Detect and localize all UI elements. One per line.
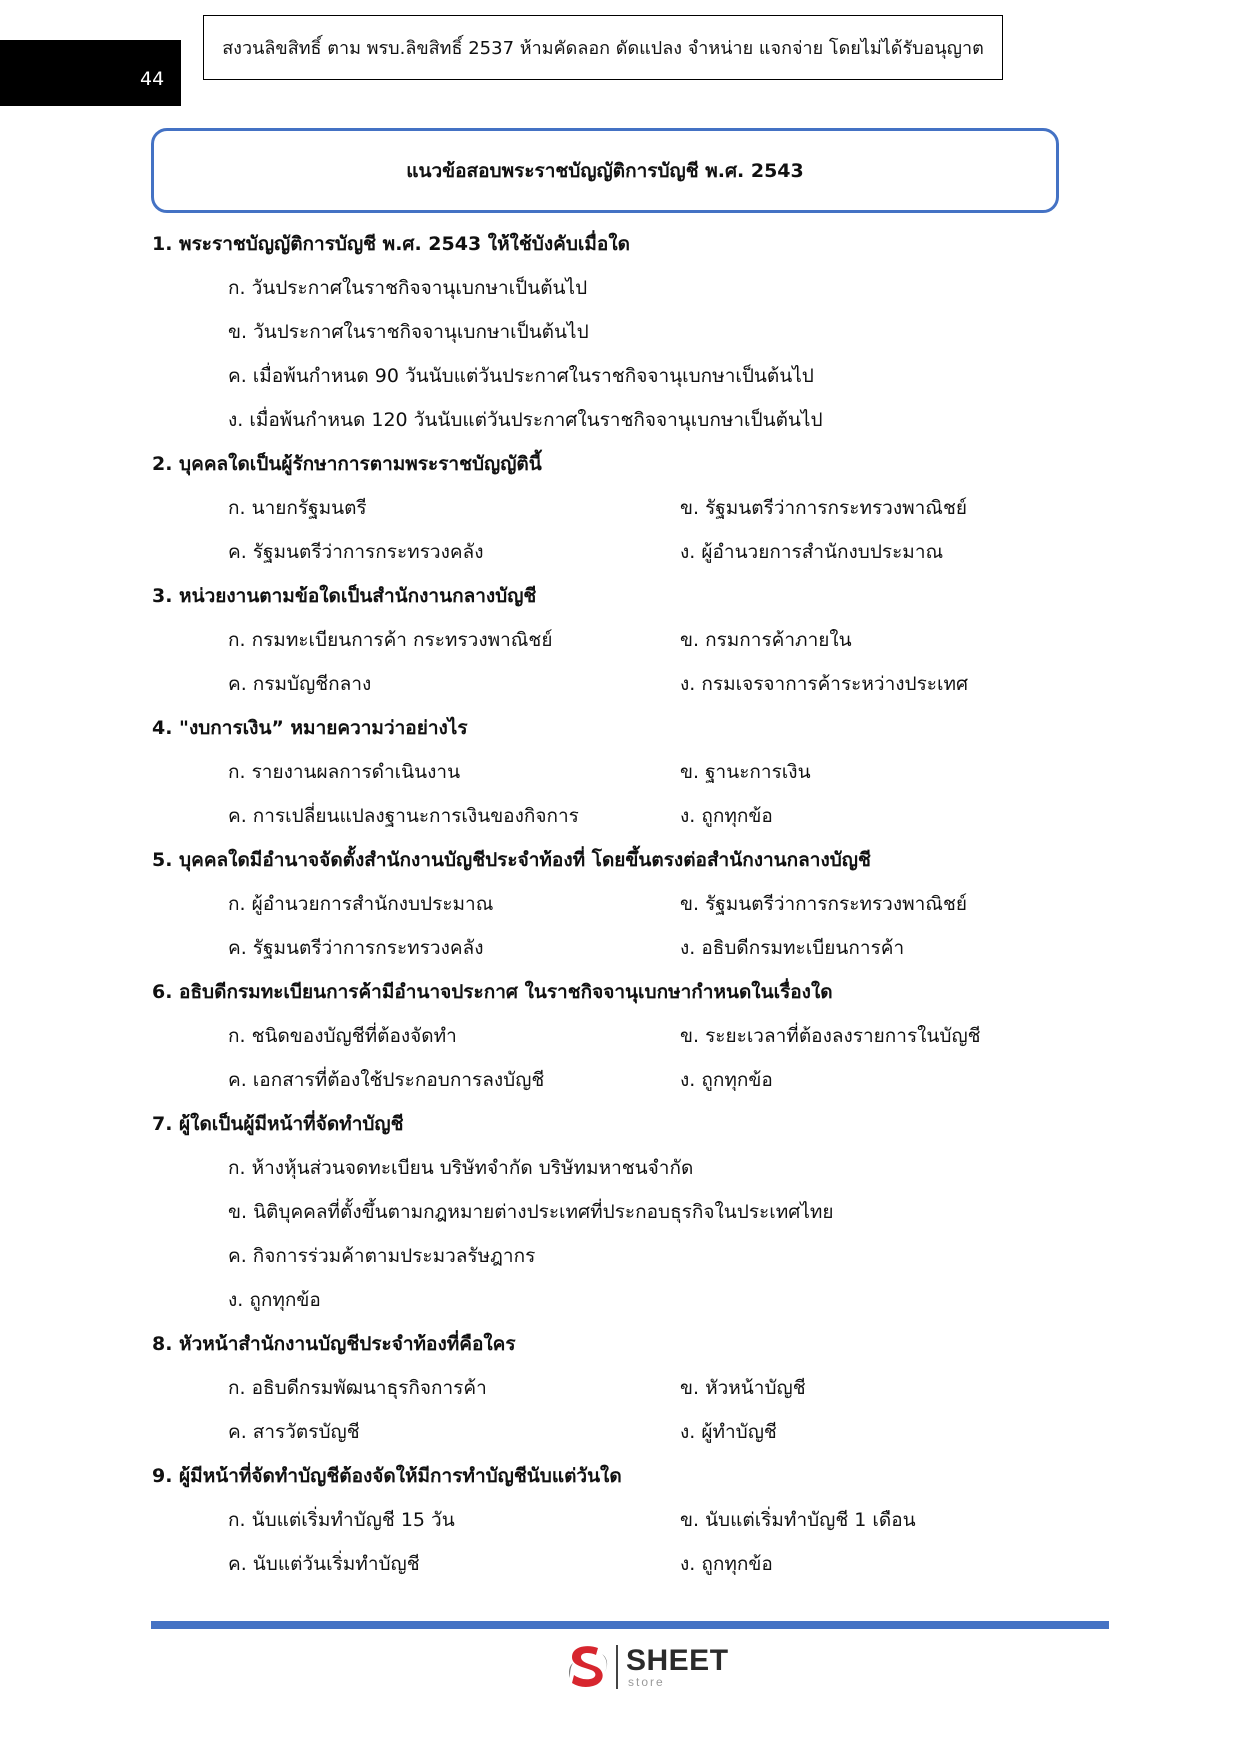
question-7-option-row [0,1278,1240,1322]
question-7: 7. ผู้ใดเป็นผู้มีหน้าที่จัดทำบัญชี [152,1113,404,1135]
question-6-option-row [0,1014,1240,1058]
logo-subtext: store [628,1675,665,1689]
question-6-option-a: ก. ชนิดของบัญชีที่ต้องจัดทำ [228,1025,457,1047]
question-2-option-a: ก. นายกรัฐมนตรี [228,497,367,519]
question-9-option-a: ก. นับแต่เริ่มทำบัญชี 15 วัน [228,1509,455,1531]
question-9-option-c: ค. นับแต่วันเริ่มทำบัญชี [228,1553,420,1575]
question-6: 6. อธิบดีกรมทะเบียนการค้ามีอำนาจประกาศ ในราชกิจจานุเบกษากำหนดในเรื่องใด [152,981,833,1003]
question-1: 1. พระราชบัญญัติการบัญชี พ.ศ. 2543 ให้ใช้บังคับเมื่อใด [152,233,630,255]
question-9: 9. ผู้มีหน้าที่จัดทำบัญชีต้องจัดให้มีการทำบัญชีนับแต่วันใด [152,1465,622,1487]
question-2-option-d: ง. ผู้อำนวยการสำนักงบประมาณ [680,541,944,563]
question-3-option-b: ข. กรมการค้าภายใน [680,629,852,651]
question-5-option-b: ข. รัฐมนตรีว่าการกระทรวงพาณิชย์ [680,893,967,915]
question-6-option-c: ค. เอกสารที่ต้องใช้ประกอบการลงบัญชี [228,1069,545,1091]
copyright-notice-box [203,15,1003,80]
question-7-option-d: ง. ถูกทุกข้อ [228,1289,321,1311]
question-5-option-a: ก. ผู้อำนวยการสำนักงบประมาณ [228,893,494,915]
question-list [0,222,1240,1586]
question-3-option-c: ค. กรมบัญชีกลาง [228,673,372,695]
sheet-store-s-logo-icon [564,1642,610,1692]
footer-divider [151,1621,1109,1629]
question-5: 5. บุคคลใดมีอำนาจจัดตั้งสำนักงานบัญชีประจำท้องที่ โดยขึ้นตรงต่อสำนักงานกลางบัญชี [152,849,871,871]
question-8-option-row [0,1410,1240,1454]
question-6-option-b: ข. ระยะเวลาที่ต้องลงรายการในบัญชี [680,1025,981,1047]
question-4-option-b: ข. ฐานะการเงิน [680,761,811,783]
page-title-box [151,128,1059,213]
question-2-option-row [0,530,1240,574]
question-5-option-c: ค. รัฐมนตรีว่าการกระทรวงคลัง [228,937,484,959]
question-4-option-a: ก. รายงานผลการดำเนินงาน [228,761,461,783]
question-1-option-d: ง. เมื่อพ้นกำหนด 120 วันนับแต่วันประกาศในราชกิจจานุเบกษาเป็นต้นไป [228,409,823,431]
logo-text: SHEET [626,1644,729,1677]
question-2-option-b: ข. รัฐมนตรีว่าการกระทรวงพาณิชย์ [680,497,967,519]
page-title: แนวข้อสอบพระราชบัญญัติการบัญชี พ.ศ. 2543 [406,159,804,182]
page-number: 44 [140,68,165,90]
question-3-option-d: ง. กรมเจรจาการค้าระหว่างประเทศ [680,673,969,695]
question-3-option-a: ก. กรมทะเบียนการค้า กระทรวงพาณิชย์ [228,629,553,651]
question-1-option-a: ก. วันประกาศในราชกิจจานุเบกษาเป็นต้นไป [228,277,588,299]
question-1-option-row [0,398,1240,442]
question-7-option-a: ก. ห้างหุ้นส่วนจดทะเบียน บริษัทจำกัด บริษัทมหาชนจำกัด [228,1157,694,1179]
question-4-option-row [0,750,1240,794]
copyright-notice: สงวนลิขสิทธิ์ ตาม พรบ.ลิขสิทธิ์ 2537 ห้ามคัดลอก ดัดแปลง จำหน่าย แจกจ่าย โดยไม่ได้รับอนุญาต [222,38,984,59]
question-4-option-c: ค. การเปลี่ยนแปลงฐานะการเงินของกิจการ [228,805,579,827]
question-2-option-c: ค. รัฐมนตรีว่าการกระทรวงคลัง [228,541,484,563]
question-9-option-d: ง. ถูกทุกข้อ [680,1553,773,1575]
question-9-option-b: ข. นับแต่เริ่มทำบัญชี 1 เดือน [680,1509,916,1531]
question-4: 4. "งบการเงิน” หมายความว่าอย่างไร [152,717,468,739]
question-4-option-row [0,794,1240,838]
question-2-option-row [0,486,1240,530]
question-8-option-c: ค. สารวัตรบัญชี [228,1421,360,1443]
question-9-option-row [0,1542,1240,1586]
question-9-option-row [0,1498,1240,1542]
sheet-store-logo [564,1640,729,1694]
question-7-option-b: ข. นิติบุคคลที่ตั้งขึ้นตามกฎหมายต่างประเทศที่ประกอบธุรกิจในประเทศไทย [228,1201,834,1223]
question-6-option-row [0,1058,1240,1102]
question-8-option-a: ก. อธิบดีกรมพัฒนาธุรกิจการค้า [228,1377,487,1399]
question-8-option-b: ข. หัวหน้าบัญชี [680,1377,806,1399]
question-3: 3. หน่วยงานตามข้อใดเป็นสำนักงานกลางบัญชี [152,585,537,607]
question-7-option-row [0,1146,1240,1190]
question-2: 2. บุคคลใดเป็นผู้รักษาการตามพระราชบัญญัตินี้ [152,453,542,475]
question-1-option-b: ข. วันประกาศในราชกิจจานุเบกษาเป็นต้นไป [228,321,589,343]
question-5-option-d: ง. อธิบดีกรมทะเบียนการค้า [680,937,905,959]
question-7-option-row [0,1190,1240,1234]
question-1-option-c: ค. เมื่อพ้นกำหนด 90 วันนับแต่วันประกาศในราชกิจจานุเบกษาเป็นต้นไป [228,365,814,387]
question-8: 8. หัวหน้าสำนักงานบัญชีประจำท้องที่คือใคร [152,1333,516,1355]
question-7-option-c: ค. กิจการร่วมค้าตามประมวลรัษฎากร [228,1245,536,1267]
question-4-option-d: ง. ถูกทุกข้อ [680,805,773,827]
question-7-option-row [0,1234,1240,1278]
question-6-option-d: ง. ถูกทุกข้อ [680,1069,773,1091]
logo-separator [616,1645,618,1689]
question-8-option-d: ง. ผู้ทำบัญชี [680,1421,777,1443]
question-1-option-row [0,266,1240,310]
question-1-option-row [0,310,1240,354]
question-3-option-row [0,662,1240,706]
question-5-option-row [0,926,1240,970]
question-1-option-row [0,354,1240,398]
question-5-option-row [0,882,1240,926]
logo-wordmark [626,1646,729,1688]
question-8-option-row [0,1366,1240,1410]
question-3-option-row [0,618,1240,662]
